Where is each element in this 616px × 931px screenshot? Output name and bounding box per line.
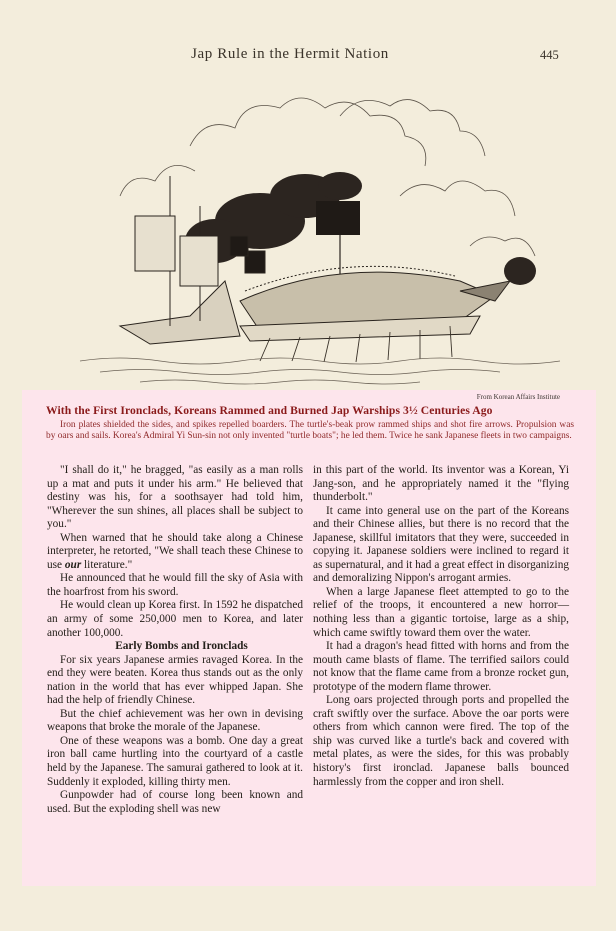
article-column-left [47, 464, 303, 816]
paragraph: But the chief achievement was her own in devising weapons that broke the morale of the Japanese. [47, 707, 303, 734]
figure-headline: With the First Ironclads, Koreans Rammed and Burned Jap Warships 3½ Centuries Ago [46, 404, 493, 417]
paragraph: When a large Japanese fleet attempted to go to the relief of the troops, it encountered a new horror—nothing less than a gigantic tortoise, large as a ship, which came swiftly toward them over the water. [313, 585, 569, 639]
paragraph: One of these weapons was a bomb. One day a great iron ball came hurtling into the courtyard of a castle held by the Japanese. The samurai gathered to look at it. Suddenly it exploded, killing thirty men. [47, 734, 303, 788]
paragraph: Long oars projected through ports and propelled the craft swiftly over the surface. Above the oar ports were others from which cannon were fired. The top of the ship was curved like a turtle's back and covered with metal plates, as were the sides, for this was probably history's first ironclad. Japanese balls bounced harmlessly from the copper and iron shell. [313, 694, 569, 788]
paragraph-continued: in this part of the world. Its inventor was a Korean, Yi Jang-son, and he appropriately named it the "flying thunderbolt." [313, 464, 569, 504]
page-number: 445 [540, 48, 559, 62]
image-credit: From Korean Affairs Institute [476, 393, 560, 401]
emphasis: our [64, 558, 82, 571]
paragraph: Gunpowder had of course long been known and used. But the exploding shell was new [47, 789, 303, 815]
paragraph: It had a dragon's head fitted with horns and from the mouth came blasts of flame. The terrified sailors could not know that the flame came from a bronze rocket gun, prototype of the modern flame thrower. [313, 640, 569, 693]
figure-caption: Iron plates shielded the sides, and spikes repelled boarders. The turtle's-beak prow rammed ships and shot fire arrows. Propulsion was by oars and sails. Korea's Admiral Yi Sun-sin not only invented "turtle boats"; he led them. Twice he sank Japanese fleets in two campaigns. [46, 420, 574, 442]
running-title: Jap Rule in the Hermit Nation [191, 46, 389, 62]
turtle-ship-illustration [40, 76, 570, 388]
paragraph: It came into general use on the part of the Koreans and their Chinese allies, but there is no record that the Japanese, skillful imitators that they were, succeeded in copying it. Japanese soldiers were inclined to regard it as supernatural, and it had a great effect in disorganizing and demoralizing Nippon's arrogant armies. [313, 504, 569, 585]
section-subheading: Early Bombs and Ironclads [115, 640, 248, 653]
running-head [0, 46, 616, 68]
paragraph: For six years Japanese armies ravaged Korea. In the end they were beaten. Korea thus stands out as the only nation in the world that has ever whipped Japan. She had the help of friendly Chinese. [47, 653, 303, 707]
article-column-right [313, 464, 569, 789]
paragraph: "I shall do it," he bragged, "as easily as a man rolls up a mat and puts it under his arm." He believed that destiny was his, for a soothsayer had told him, "Wherever the sun shines, all places shall be subject to you." [47, 464, 303, 531]
paragraph: He would clean up Korea first. In 1592 he dispatched an army of some 250,000 men to Korea, and later another 100,000. [47, 599, 303, 639]
paragraph: When warned that he should take along a Chinese interpreter, he retorted, "We shall teach these Chinese to use our literature." [47, 531, 303, 571]
paragraph: He announced that he would fill the sky of Asia with the hoarfrost from his sword. [47, 572, 303, 598]
